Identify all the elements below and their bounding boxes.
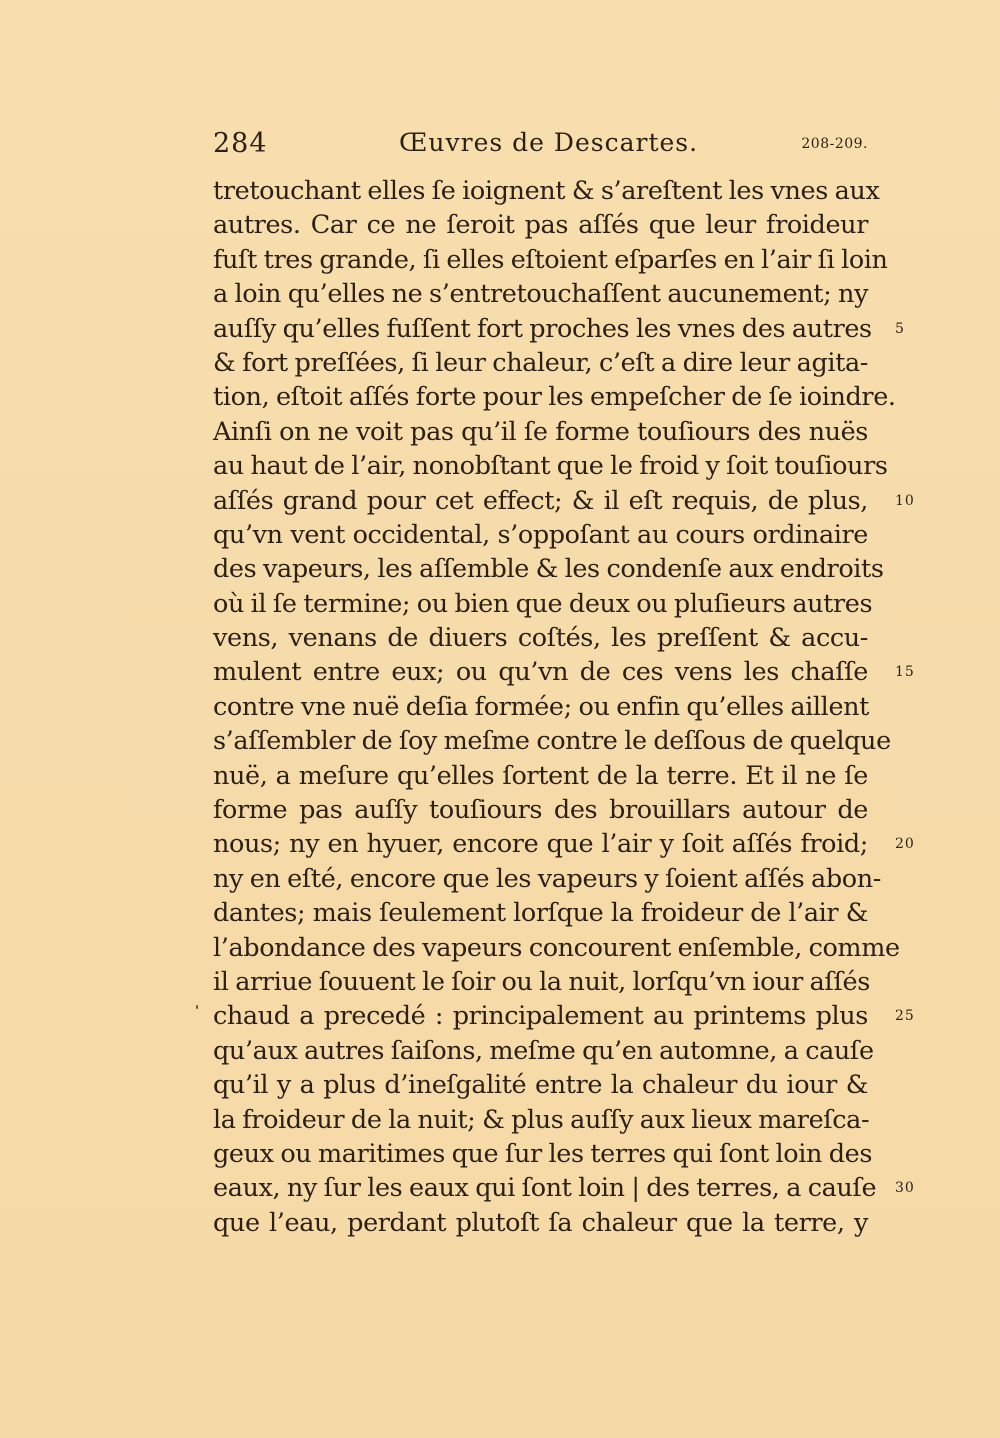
body-text [213, 174, 915, 1240]
text-line [213, 896, 868, 930]
text-line [213, 380, 896, 414]
text-line [213, 1206, 868, 1240]
line-number: 25 [895, 1008, 915, 1025]
text-line-content: qu’aux autres ſaiſons, meſme qu’en automne, a cauſe [213, 1035, 874, 1066]
text-line [213, 346, 868, 380]
text-line-content: au haut de l’air, nonobſtant que le froid y ſoit touſiours [213, 451, 888, 482]
text-line [213, 312, 905, 346]
text-line [213, 655, 915, 689]
text-line [213, 587, 873, 621]
text-line [213, 174, 880, 208]
text-line [213, 724, 891, 758]
running-head [213, 128, 868, 164]
text-line-content: fuſt tres grande, ſi elles eſtoient eſparſes en l’air ſi loin [213, 244, 888, 275]
text-line-content: dantes; mais ſeulement lorſque la froideur de l’air & [213, 898, 868, 929]
text-line [213, 1103, 868, 1137]
text-line-content: qu’vn vent occidental, s’oppoſant au cours ordinaire [213, 519, 868, 550]
text-line [213, 621, 868, 655]
ink-fleck [196, 1005, 198, 1009]
text-line [213, 827, 915, 861]
text-line [213, 690, 868, 724]
text-line-content: s’aſſembler de ſoy meſme contre le deſſous de quelque [213, 726, 891, 757]
text-line-content: chaud a precedé : principalement au printems plus [213, 1001, 868, 1032]
text-line-content: il arriue ſouuent le ſoir ou la nuit, lorſqu’vn iour aſſés [213, 966, 870, 997]
text-line-content: tion, eſtoit aſſés forte pour les empeſcher de ſe ioindre. [213, 382, 896, 413]
text-line [213, 552, 884, 586]
text-line-content: la froideur de la nuit; & plus auſſy aux lieux mareſca- [213, 1104, 870, 1135]
text-line-content: Ainſi on ne voit pas qu’il ſe forme touſiours des nuës [213, 416, 868, 447]
text-line-content: qu’il y a plus d’ineſgalité entre la chaleur du iour & [213, 1070, 868, 1101]
text-line-content: & fort preſſées, ſi leur chaleur, c’eſt a dire leur agita- [213, 347, 868, 378]
line-number: 15 [895, 664, 915, 681]
text-line-content: des vapeurs, les aſſemble & les condenſe aux endroits [213, 554, 884, 585]
text-line [213, 484, 915, 518]
text-line-content: a loin qu’elles ne s’entretouchaſſent aucunement; ny [213, 279, 869, 310]
text-line-content: eaux, ny ſur les eaux qui ſont loin | des terres, a cauſe [213, 1173, 877, 1204]
text-line [213, 415, 868, 449]
text-line-content: vens, venans de diuers coſtés, les preſſent & accu- [213, 623, 868, 654]
text-line-content: que l’eau, perdant plutoſt ſa chaleur que la terre, y [213, 1207, 868, 1238]
text-line [213, 1034, 874, 1068]
text-line-content: où il ſe termine; ou bien que deux ou pluſieurs autres [213, 588, 873, 619]
text-line [213, 965, 868, 999]
text-line-content: ny en eſté, encore que les vapeurs y ſoient aſſés abon- [213, 863, 881, 894]
text-line [213, 999, 915, 1033]
book-title: Œuvres de Descartes. [399, 128, 699, 157]
text-line-content: tretouchant elles ſe ioignent & s’areſtent les vnes aux [213, 176, 880, 206]
line-number: 10 [895, 492, 915, 509]
text-line-content: aſſés grand pour cet effect; & il eſt requis, de plus, [213, 485, 868, 516]
text-line-content: mulent entre eux; ou qu’vn de ces vens les chaſſe [213, 657, 868, 688]
text-line [213, 518, 868, 552]
text-line-content: autres. Car ce ne ſeroit pas aſſés que leur froideur [213, 210, 868, 241]
text-line [213, 759, 868, 793]
text-line [213, 793, 868, 827]
text-line-content: l’abondance des vapeurs concourent enſemble, comme [213, 932, 900, 963]
text-line [213, 208, 868, 242]
text-line-content: forme pas auſſy touſiours des brouillars autour de [213, 795, 868, 826]
text-line [213, 1137, 873, 1171]
text-line [213, 1171, 915, 1205]
text-line [213, 277, 868, 311]
text-line [213, 243, 888, 277]
line-number: 20 [895, 836, 915, 853]
line-number: 30 [895, 1180, 915, 1197]
text-line-content: nous; ny en hyuer, encore que l’air y ſoit aſſés froid; [213, 829, 868, 860]
text-line [213, 862, 881, 896]
line-number: 5 [895, 320, 905, 337]
edition-page-reference: 208-209. [801, 136, 868, 152]
text-line [213, 1068, 868, 1102]
text-line [213, 931, 900, 965]
page-number: 284 [213, 128, 268, 159]
text-line-content: nuë, a meſure qu’elles ſortent de la terre. Et il ne ſe [213, 760, 868, 791]
text-line-content: geux ou maritimes que ſur les terres qui ſont loin des [213, 1138, 873, 1169]
text-line-content: auſſy qu’elles fuſſent fort proches les vnes des autres [213, 313, 872, 344]
text-line [213, 449, 888, 483]
text-line-content: contre vne nuë deſia formée; ou enfin qu’elles aillent [213, 691, 869, 722]
